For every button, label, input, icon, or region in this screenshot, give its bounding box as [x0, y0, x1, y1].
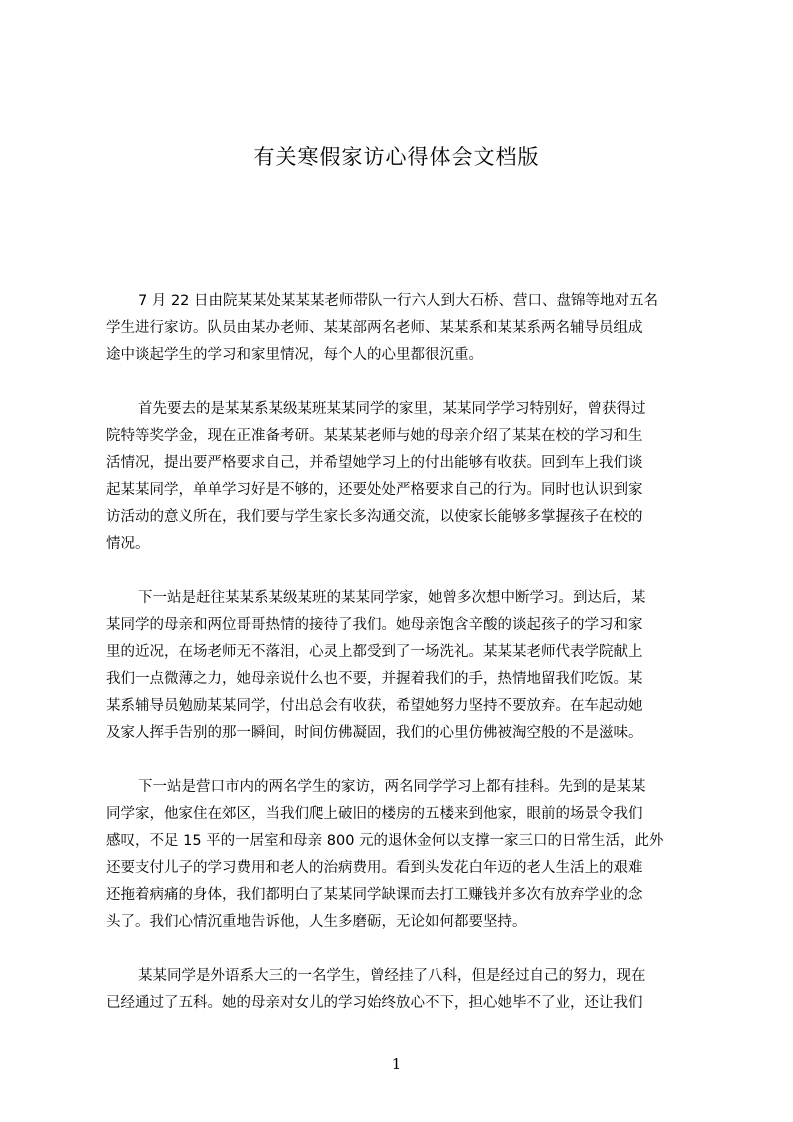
paragraph-line: 起某某同学，单单学习好是不够的，还要处处严格要求自己的行为。同时也认识到家 [106, 482, 643, 498]
paragraph-3 [106, 585, 698, 747]
document-title: 有关寒假家访心得体会文档版 [253, 145, 540, 169]
paragraph-line: 某系辅导员勉励某某同学，付出总会有收获，希望她努力坚持不要放弃。在车起动她 [106, 698, 643, 714]
paragraph-line: 感叹，不足 15 平的一居室和母亲 800 元的退休金何以支撑一家三口的日常生活，此外 [106, 833, 664, 849]
paragraph-line: 下一站是营口市内的两名学生的家访，两名同学学习上都有挂科。先到的是某某 [138, 779, 646, 795]
paragraph-5 [106, 963, 698, 1017]
page-number: 1 [391, 1055, 402, 1073]
paragraph-line: 活情况，提出要严格要求自己，并希望她学习上的付出能够有收获。回到车上我们谈 [106, 455, 643, 471]
paragraph-line: 院特等奖学金，现在正准备考研。某某某老师与她的母亲介绍了某某在校的学习和生 [106, 428, 643, 444]
paragraph-line: 还要支付儿子的学习费用和老人的治病费用。看到头发花白年迈的老人生活上的艰难 [106, 860, 643, 876]
paragraph-line: 7 月 22 日由院某某处某某某老师带队一行六人到大石桥、营口、盘锦等地对五名 [138, 293, 659, 309]
paragraph-2 [106, 396, 698, 558]
paragraph-line: 首先要去的是某某系某级某班某某同学的家里，某某同学学习特别好，曾获得过 [138, 401, 646, 417]
paragraph-line: 途中谈起学生的学习和家里情况，每个人的心里都很沉重。 [106, 347, 483, 363]
paragraph-line: 学生进行家访。队员由某办老师、某某部两名老师、某某系和某某系两名辅导员组成 [106, 320, 643, 336]
document-body [106, 288, 698, 1044]
paragraph-line: 我们一点微薄之力，她母亲说什么也不要，并握着我们的手，热情地留我们吃饭。某 [106, 671, 643, 687]
paragraph-line: 情况。 [106, 536, 150, 552]
paragraph-line: 及家人挥手告别的那一瞬间，时间仿佛凝固，我们的心里仿佛被淘空般的不是滋味。 [106, 725, 643, 741]
paragraph-1 [106, 288, 698, 369]
paragraph-line: 同学家，他家住在郊区，当我们爬上破旧的楼房的五楼来到他家，眼前的场景令我们 [106, 806, 643, 822]
paragraph-line: 还拖着病痛的身体，我们都明白了某某同学缺课而去打工赚钱并多次有放弃学业的念 [106, 887, 643, 903]
paragraph-line: 已经通过了五科。她的母亲对女儿的学习始终放心不下，担心她毕不了业，还让我们 [106, 995, 643, 1011]
paragraph-line: 头了。我们心情沉重地告诉他，人生多磨砺，无论如何都要坚持。 [106, 914, 527, 930]
paragraph-line: 某同学的母亲和两位哥哥热情的接待了我们。她母亲饱含辛酸的谈起孩子的学习和家 [106, 617, 643, 633]
paragraph-4 [106, 774, 698, 936]
paragraph-line: 下一站是赶往某某系某级某班的某某同学家，她曾多次想中断学习。到达后，某 [138, 590, 646, 606]
paragraph-line: 访活动的意义所在，我们要与学生家长多沟通交流，以使家长能够多掌握孩子在校的 [106, 509, 643, 525]
paragraph-line: 某某同学是外语系大三的一名学生，曾经挂了八科，但是经过自己的努力，现在 [138, 968, 646, 984]
paragraph-line: 里的近况，在场老师无不落泪，心灵上都受到了一场洗礼。某某某老师代表学院献上 [106, 644, 643, 660]
